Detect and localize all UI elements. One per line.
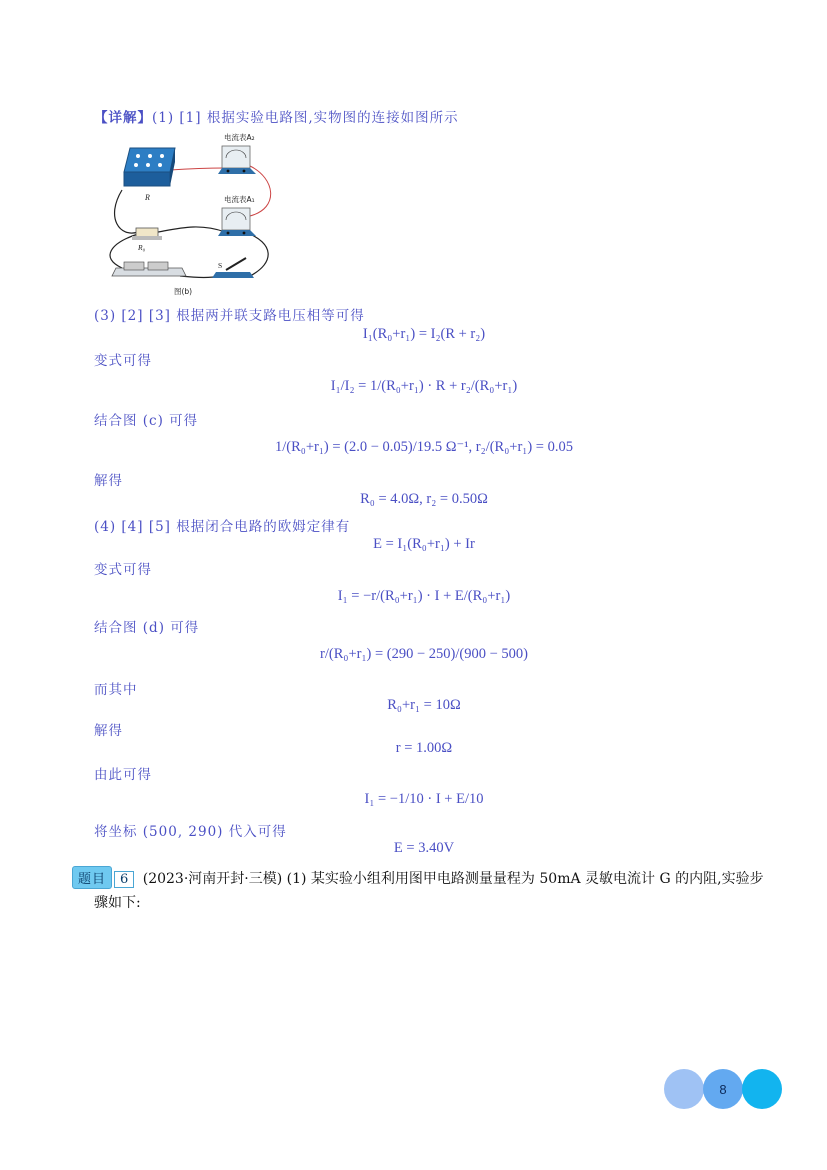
figure-caption: 图(b) [174, 287, 193, 296]
s4-jiede: 解得 [94, 723, 123, 739]
s4-eq6-text: I₁ = −1/10 · I + E/10 [364, 790, 484, 807]
s4-eq4-text: R₀+r₁ = 10Ω [387, 696, 461, 713]
question-badge: 题目 [72, 866, 112, 889]
page-dot-left [664, 1069, 704, 1109]
s3-equation-3 [0, 427, 827, 467]
s3-equation-2 [0, 366, 827, 406]
label-s: S [218, 261, 223, 270]
label-a2: 电流表A₂ [224, 133, 255, 142]
s4-youci: 由此可得 [94, 767, 152, 783]
s4-jiang: 将坐标 (500, 290) 代入可得 [94, 824, 287, 840]
s4-eq1-text: E = I₁(R₀+r₁) + Ir [373, 535, 475, 552]
s3-eq4-text: R₀ = 4.0Ω, r₂ = 0.50Ω [360, 490, 488, 507]
s3-jiede: 解得 [94, 473, 123, 489]
question-text-1: (2023·河南开封·三模) (1) 某实验小组利用图甲电路测量量程为 50mA 灵敏电流计 G 的内阻,实验步 [142, 871, 764, 887]
s3-bianshi: 变式可得 [94, 353, 152, 369]
s4-equation-2 [0, 576, 827, 616]
detail-line-1 [94, 106, 459, 126]
question-number: 6 [114, 871, 134, 888]
s4-equation-1 [0, 532, 827, 556]
s4-equation-6 [0, 779, 827, 819]
resistor-r0 [132, 228, 162, 240]
label-r: R [145, 193, 150, 202]
s3-eq3-text: 1/(R₀+r₁) = (2.0 − 0.05)/19.5 Ω⁻¹, r₂/(R₀+r₁) = 0.05 [275, 438, 573, 455]
circuit-diagram [100, 128, 290, 300]
s4-eq5-text: r = 1.00Ω [395, 739, 453, 756]
ammeter-a2 [218, 146, 256, 174]
s4-eq2-text: I₁ = −r/(R₀+r₁) · I + E/(R₀+r₁) [337, 587, 511, 604]
page-number: 8 [703, 1069, 743, 1109]
label-a1: 电流表A₁ [224, 195, 255, 204]
circuit-figure [100, 128, 290, 300]
s3-equation-1 [0, 322, 827, 346]
s4-equation-7 [0, 836, 827, 860]
s3-eq2-text: I₁/I₂ = 1/(R₀+r₁) · R + r₂/(R₀+r₁) [330, 377, 518, 394]
s3-jiehe: 结合图 (c) 可得 [94, 413, 199, 429]
question-line-1 [72, 866, 764, 889]
s4-bianshi: 变式可得 [94, 562, 152, 578]
s3-equation-4 [0, 487, 827, 511]
s4-equation-4 [0, 693, 827, 717]
s3-eq1-text: I₁(R₀+r₁) = I₂(R + r₂) [362, 325, 486, 342]
page-dot-right [742, 1069, 782, 1109]
resistance-box-r [124, 148, 175, 186]
s4-erqi: 而其中 [94, 682, 138, 698]
question-text-2: 骤如下: [94, 895, 141, 911]
detail-text-1: (1) [1] 根据实验电路图,实物图的连接如图所示 [152, 110, 459, 126]
battery [112, 262, 186, 276]
s4-equation-5 [0, 736, 827, 760]
detail-bracket: 【详解】 [94, 110, 152, 126]
s4-eq7-text: E = 3.40V [393, 839, 455, 856]
s4-heading: (4) [4] [5] 根据闭合电路的欧姆定律有 [94, 519, 351, 535]
ammeter-a1 [218, 208, 256, 236]
s4-jiehe: 结合图 (d) 可得 [94, 620, 200, 636]
s4-equation-3 [0, 634, 827, 674]
label-r0: R₀ [138, 243, 146, 252]
s4-eq3-text: r/(R₀+r₁) = (290 − 250)/(900 − 500) [320, 645, 528, 662]
s3-heading: (3) [2] [3] 根据两并联支路电压相等可得 [94, 308, 365, 324]
